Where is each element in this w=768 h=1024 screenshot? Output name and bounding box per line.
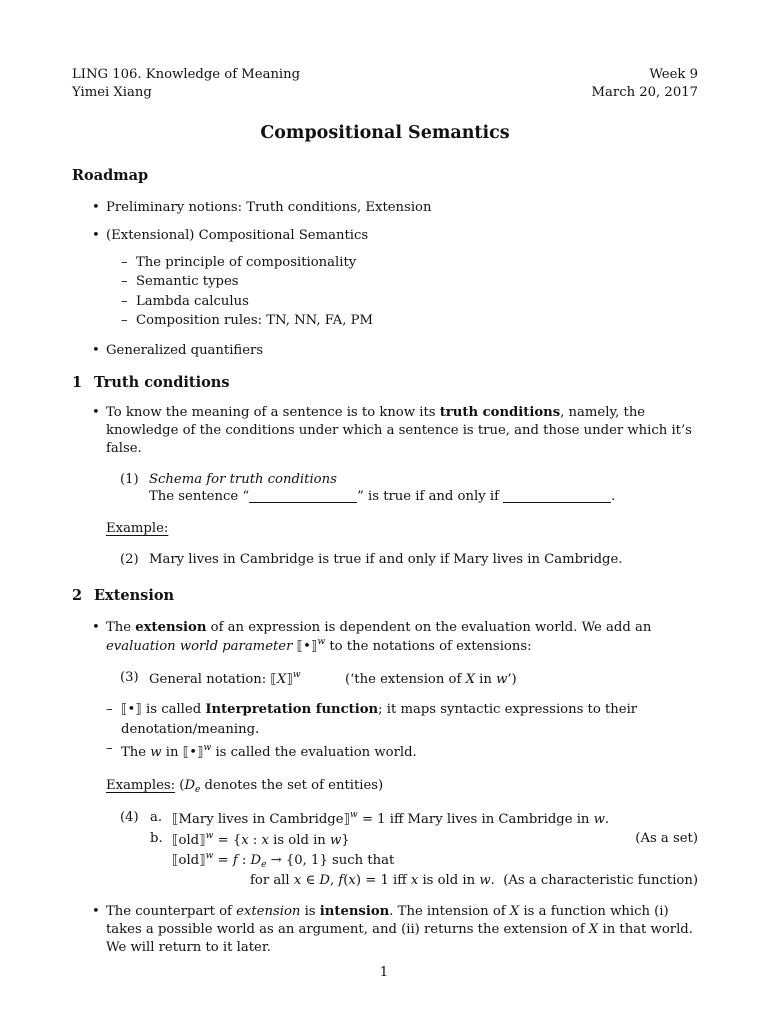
example-number: (3) bbox=[120, 670, 139, 686]
text: } bbox=[341, 832, 350, 848]
example-4d bbox=[147, 872, 698, 890]
math: w bbox=[496, 672, 508, 688]
text: The sentence “ bbox=[149, 489, 250, 505]
list-item bbox=[72, 619, 698, 657]
sub-label: a. bbox=[150, 809, 163, 825]
example-label bbox=[72, 520, 698, 538]
text: ( bbox=[175, 777, 185, 793]
math-sup: w bbox=[317, 637, 326, 648]
text: is a function which (i) takes a possible world as an argument, and (ii) returns the extension of bbox=[106, 904, 669, 938]
math-sup: w bbox=[203, 743, 212, 754]
author-name: Yimei Xiang bbox=[72, 85, 152, 100]
text: . bbox=[604, 811, 610, 827]
math-sup: w bbox=[350, 809, 358, 820]
math-sub: e bbox=[195, 784, 201, 795]
section-title: Truth conditions bbox=[94, 373, 230, 391]
math: D bbox=[184, 777, 196, 793]
list-item bbox=[72, 342, 698, 360]
section-title: Extension bbox=[94, 587, 175, 605]
note: (As a set) bbox=[635, 830, 698, 846]
roadmap-list bbox=[72, 199, 698, 359]
page-header bbox=[72, 66, 698, 102]
math: X bbox=[509, 904, 520, 920]
text: The bbox=[121, 745, 151, 761]
math: x bbox=[410, 873, 419, 889]
math: D bbox=[319, 873, 330, 889]
text: ⟦•⟧ is called bbox=[121, 702, 206, 718]
sub-label: b. bbox=[150, 830, 163, 846]
math: w bbox=[330, 832, 342, 848]
math: X bbox=[276, 672, 287, 688]
text: is bbox=[300, 904, 320, 920]
text: ; it maps syntactic expressions to their denotation/meaning. bbox=[121, 702, 638, 737]
text: = { bbox=[213, 832, 242, 848]
sub-list-item: – Composition rules: TN, NN, FA, PM bbox=[106, 311, 698, 331]
document-title: Compositional Semantics bbox=[260, 123, 510, 143]
text: General notation: ⟦ bbox=[149, 672, 277, 688]
math: w bbox=[479, 873, 491, 889]
text: . bbox=[611, 489, 616, 505]
italic-term: extension bbox=[236, 904, 301, 920]
blank-line bbox=[503, 488, 611, 502]
text: denotes the set of entities) bbox=[200, 777, 384, 793]
math: w bbox=[593, 811, 605, 827]
text: in that world. We will return to it later. bbox=[106, 922, 693, 955]
text: (‘the extension of bbox=[344, 672, 466, 688]
formula bbox=[172, 830, 350, 850]
sub-list-item: – Semantic types bbox=[106, 272, 698, 292]
definition-list bbox=[72, 700, 698, 763]
bold-term: intension bbox=[319, 904, 390, 920]
text: , namely, the knowledge of the conditions under which a sentence is true, and those under which it’s false. bbox=[106, 405, 692, 456]
example-4a bbox=[147, 809, 698, 829]
list-item bbox=[72, 404, 698, 457]
bold-term: Interpretation function bbox=[205, 702, 379, 718]
example-4 bbox=[72, 809, 698, 891]
example-3 bbox=[72, 669, 698, 689]
text: ” is true if and only if bbox=[357, 489, 499, 505]
math-sub: e bbox=[261, 860, 267, 871]
formula bbox=[250, 872, 495, 890]
text: : bbox=[248, 832, 262, 848]
text: To know the meaning of a sentence is to know its bbox=[106, 405, 440, 421]
section-heading bbox=[72, 586, 698, 606]
label-text: Example: bbox=[106, 521, 169, 537]
text: to the notations of extensions: bbox=[325, 639, 532, 655]
example-4b bbox=[147, 830, 698, 850]
text: ) = 1 iff bbox=[355, 873, 411, 889]
math: D bbox=[250, 853, 262, 869]
blank-line bbox=[249, 488, 357, 502]
example-number: (2) bbox=[120, 552, 139, 568]
example-title: Schema for truth conditions bbox=[149, 471, 337, 487]
text: ⟦old⟧ bbox=[172, 832, 206, 848]
date-label: March 20, 2017 bbox=[591, 85, 698, 100]
example-number: (4) bbox=[120, 809, 139, 825]
math: x bbox=[293, 873, 302, 889]
sub-list-item bbox=[91, 739, 698, 763]
math: X bbox=[588, 922, 599, 938]
section2-list bbox=[72, 619, 698, 657]
text: : bbox=[237, 853, 251, 869]
list-item bbox=[72, 903, 698, 956]
example-number: (1) bbox=[120, 471, 139, 487]
text: = 1 iff Mary lives in Cambridge in bbox=[357, 811, 594, 827]
sub-list-item bbox=[91, 700, 698, 739]
example-line bbox=[149, 488, 698, 506]
text: ’) bbox=[507, 672, 517, 688]
text: The counterpart of bbox=[106, 904, 237, 920]
section-heading bbox=[72, 373, 698, 393]
page-number: 1 bbox=[379, 965, 389, 980]
math: f bbox=[338, 873, 344, 889]
section1-list bbox=[72, 404, 698, 457]
text: ⟦old⟧ bbox=[172, 853, 206, 869]
math: x bbox=[348, 873, 356, 889]
text: , bbox=[329, 873, 339, 889]
math: X bbox=[465, 672, 475, 688]
text: for all bbox=[250, 873, 294, 889]
math: x bbox=[261, 832, 269, 848]
math: f bbox=[232, 853, 238, 869]
list-item bbox=[72, 227, 698, 331]
text: is old in bbox=[418, 873, 480, 889]
text: ∈ bbox=[301, 873, 320, 889]
sub-list bbox=[106, 253, 698, 331]
math-sup: w bbox=[205, 830, 214, 841]
section-number: 2 bbox=[72, 587, 83, 605]
label-text: Examples: bbox=[106, 777, 176, 793]
example-1 bbox=[72, 471, 698, 507]
note: (As a characteristic function) bbox=[503, 873, 698, 889]
examples-label bbox=[72, 777, 698, 796]
text: ( bbox=[343, 873, 349, 889]
text: is called the evaluation world. bbox=[211, 745, 417, 761]
list-item-text: Generalized quantifiers bbox=[106, 342, 264, 358]
list-item-text: Preliminary notions: Truth conditions, Extension bbox=[106, 200, 432, 216]
math-sup: w bbox=[205, 851, 214, 862]
bold-term: truth conditions bbox=[439, 405, 561, 421]
text: → {0, 1} such that bbox=[266, 853, 395, 869]
math-sup: w bbox=[292, 670, 301, 681]
math: ⟦•⟧ bbox=[292, 639, 318, 655]
list-item-text: (Extensional) Compositional Semantics bbox=[106, 228, 369, 243]
text: The bbox=[106, 619, 136, 635]
text: is old in bbox=[268, 832, 330, 848]
roadmap-heading: Roadmap bbox=[72, 166, 149, 184]
sub-list-item: – The principle of compositionality bbox=[106, 253, 698, 273]
text: in ⟦•⟧ bbox=[161, 745, 204, 761]
math: w bbox=[150, 745, 162, 761]
italic-term: evaluation world parameter bbox=[106, 639, 293, 655]
header-right bbox=[592, 66, 698, 102]
week-label: Week 9 bbox=[649, 67, 698, 82]
text: . bbox=[490, 873, 495, 889]
page bbox=[72, 66, 698, 957]
text: in bbox=[474, 672, 497, 688]
text: of an expression is dependent on the evaluation world. We add an bbox=[206, 619, 652, 635]
math: ⟧ bbox=[286, 672, 293, 688]
text: ⟦Mary lives in Cambridge⟧ bbox=[172, 811, 351, 827]
text: = bbox=[213, 853, 233, 869]
section-number: 1 bbox=[72, 373, 83, 391]
header-left bbox=[72, 66, 300, 102]
section2-list-2 bbox=[72, 903, 698, 956]
bold-term: extension bbox=[135, 619, 207, 635]
math: x bbox=[241, 832, 249, 848]
text: . The intension of bbox=[389, 904, 510, 920]
example-4c bbox=[147, 850, 698, 871]
list-item bbox=[72, 199, 698, 217]
example-text: Mary lives in Cambridge is true if and only if Mary lives in Cambridge. bbox=[149, 552, 623, 568]
example-2 bbox=[72, 551, 698, 569]
course-title: LING 106. Knowledge of Meaning bbox=[72, 67, 301, 82]
sub-list-item: – Lambda calculus bbox=[106, 292, 698, 312]
